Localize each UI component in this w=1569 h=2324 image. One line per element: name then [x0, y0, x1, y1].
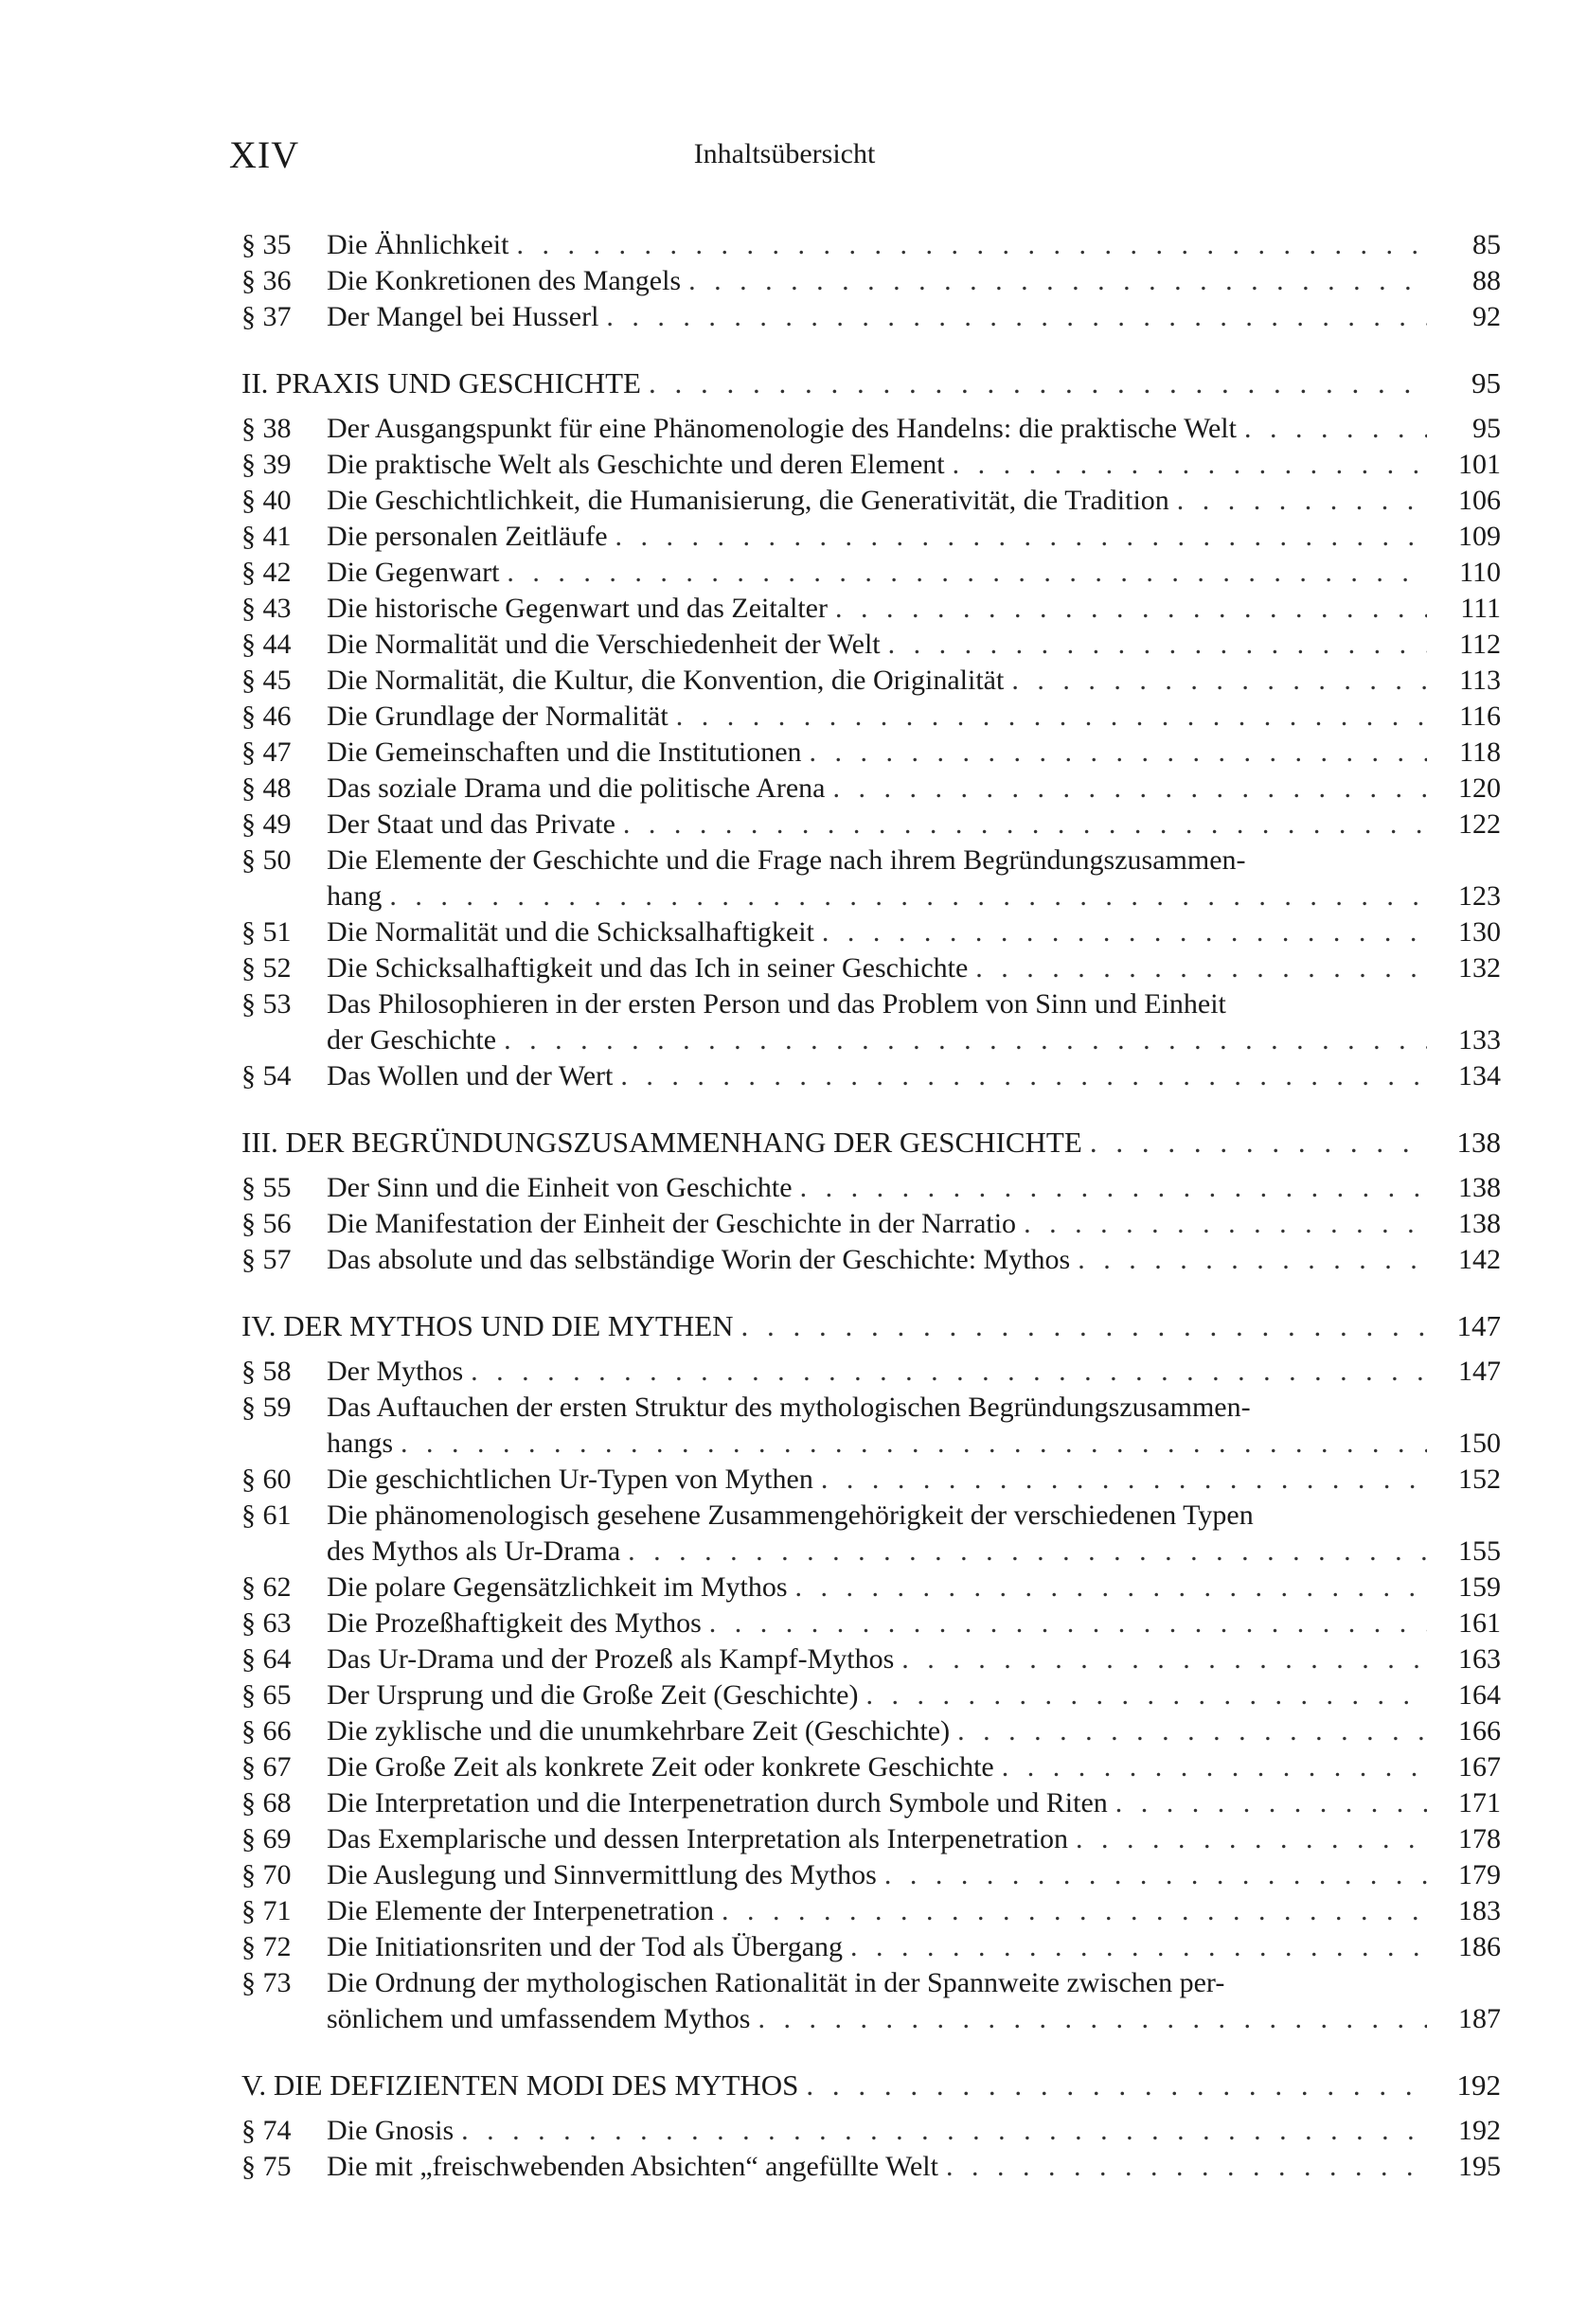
entry-title: Die Gemeinschaften und die Institutionen [327, 736, 802, 768]
toc-entry [241, 1354, 1501, 1390]
toc-entry [241, 1058, 1501, 1094]
section-number: § 43 [241, 593, 292, 624]
entry-title: Die Schicksalhaftigkeit und das Ich in seiner Geschichte [327, 952, 969, 984]
toc-entry [241, 1965, 1501, 2037]
toc-entry [241, 1749, 1501, 1785]
toc-entry [241, 411, 1501, 447]
entry-page-number: 109 [1458, 521, 1501, 552]
toc-entry [241, 1606, 1501, 1641]
entry-title: Das Wollen und der Wert [327, 1060, 614, 1091]
section-number: § 41 [241, 521, 292, 552]
running-head: Inhaltsübersicht [693, 138, 876, 169]
dot-leader [884, 1857, 1427, 1893]
dot-leader [800, 1170, 1427, 1206]
dot-leader [850, 1929, 1427, 1965]
entry-title: Das Exemplarische und dessen Interpretation als Interpenetration [327, 1823, 1069, 1854]
toc-entry [241, 627, 1501, 663]
dot-leader [606, 299, 1427, 335]
entry-page-number: 183 [1458, 1895, 1501, 1926]
entry-title: Die praktische Welt als Geschichte und deren Element [327, 449, 945, 480]
dot-leader [810, 735, 1427, 771]
entry-title: Die Große Zeit als konkrete Zeit oder konkrete Geschichte [327, 1751, 994, 1783]
dot-leader [471, 1354, 1427, 1390]
toc-entry [241, 1857, 1501, 1893]
entry-page-number: 186 [1458, 1931, 1501, 1962]
toc-entry [241, 1821, 1501, 1857]
entry-title: Der Ursprung und die Große Zeit (Geschichte) [327, 1679, 859, 1711]
entry-page-number: 178 [1458, 1823, 1501, 1854]
dot-leader [461, 2113, 1427, 2149]
entry-page-number: 122 [1458, 808, 1501, 840]
entry-page-number: 95 [1472, 413, 1501, 444]
entry-page-number: 138 [1458, 1172, 1501, 1203]
section-number: § 40 [241, 485, 292, 516]
entry-page-number: 134 [1458, 1060, 1501, 1091]
entry-title: Die Grundlage der Normalität [327, 701, 669, 732]
entry-title: Der Mangel bei Husserl [327, 301, 599, 332]
section-number: § 62 [241, 1571, 292, 1603]
section-number: § 63 [241, 1607, 292, 1639]
entry-page-number: 92 [1472, 301, 1501, 332]
dot-leader [1002, 1749, 1427, 1785]
section-number: § 69 [241, 1823, 292, 1854]
dot-leader [1024, 1206, 1427, 1242]
section-number: § 35 [241, 229, 292, 260]
entry-page-number: 113 [1459, 665, 1501, 696]
toc-entry [241, 807, 1501, 843]
entry-title: Die Ähnlichkeit [327, 229, 509, 260]
dot-leader [946, 2149, 1427, 2185]
section-number: § 54 [241, 1060, 292, 1091]
toc-entry [241, 2113, 1501, 2149]
entry-page-number: 120 [1458, 772, 1501, 804]
toc-entry [241, 1206, 1501, 1242]
dot-leader [975, 950, 1427, 986]
toc-entry [241, 1929, 1501, 1965]
toc-entry [241, 1170, 1501, 1206]
toc-entry [241, 1570, 1501, 1606]
chapter-title: V. DIE DEFIZIENTEN MODI DES MYTHOS [241, 2068, 799, 2102]
toc-entry [241, 1785, 1501, 1821]
entry-title: Die Normalität und die Verschiedenheit der Welt [327, 629, 881, 660]
entry-title: Der Mythos [327, 1356, 464, 1387]
section-number: § 60 [241, 1464, 292, 1495]
section-number: § 66 [241, 1715, 292, 1747]
dot-leader [741, 1308, 1427, 1344]
dot-leader [620, 1058, 1427, 1094]
chapter-title: IV. DER MYTHOS UND DIE MYTHEN [241, 1309, 734, 1342]
entry-title: des Mythos als Ur-Drama [327, 1535, 621, 1567]
toc-entry [241, 986, 1501, 1058]
entry-page-number: 133 [1458, 1024, 1501, 1056]
entry-title: sönlichem und umfassendem Mythos [327, 2003, 751, 2034]
entry-page-number: 163 [1458, 1643, 1501, 1675]
entry-page-number: 123 [1458, 880, 1501, 912]
section-number: § 61 [241, 1499, 292, 1531]
entry-page-number: 142 [1458, 1244, 1501, 1275]
toc-entry [241, 1242, 1501, 1278]
toc-entry [241, 1893, 1501, 1929]
section-number: § 53 [241, 988, 292, 1020]
entry-page-number: 110 [1459, 557, 1501, 588]
dot-leader [833, 771, 1428, 807]
entry-title: Die polare Gegensätzlichkeit im Mythos [327, 1571, 788, 1603]
toc-entry [241, 555, 1501, 591]
table-of-contents [241, 227, 1501, 2185]
entry-page-number: 111 [1460, 593, 1501, 624]
dot-leader [1177, 483, 1427, 519]
dot-leader [821, 1462, 1427, 1498]
section-number: § 42 [241, 557, 292, 588]
toc-entry [241, 950, 1501, 986]
entry-page-number: 130 [1458, 916, 1501, 948]
section-number: § 74 [241, 2115, 292, 2146]
section-number: § 44 [241, 629, 292, 660]
toc-entry [241, 591, 1501, 627]
entry-title: Der Ausgangspunkt für eine Phänomenologie des Handelns: die praktische Welt [327, 413, 1237, 444]
entry-page-number: 152 [1458, 1464, 1501, 1495]
entry-title: Der Sinn und die Einheit von Geschichte [327, 1172, 793, 1203]
entry-title-line: Die Ordnung der mythologischen Rationalität in der Spannweite zwischen per- [327, 1967, 1225, 1998]
section-number: § 46 [241, 701, 292, 732]
dot-leader [688, 263, 1427, 299]
entry-title: der Geschichte [327, 1024, 497, 1056]
entry-title: Der Staat und das Private [327, 808, 615, 840]
section-number: § 37 [241, 301, 292, 332]
section-number: § 47 [241, 736, 292, 768]
section-number: § 36 [241, 265, 292, 296]
entry-page-number: 112 [1459, 629, 1501, 660]
entry-page-number: 192 [1458, 2115, 1501, 2146]
chapter-page-number: 138 [1456, 1126, 1501, 1159]
chapter-page-number: 95 [1471, 366, 1501, 399]
dot-leader [865, 1677, 1427, 1713]
section-number: § 48 [241, 772, 292, 804]
entry-title: Die geschichtlichen Ur-Typen von Mythen [327, 1464, 813, 1495]
entry-page-number: 147 [1458, 1356, 1501, 1387]
chapter-heading [241, 2067, 1501, 2103]
toc-entry [241, 663, 1501, 699]
dot-leader [1244, 411, 1427, 447]
entry-title: Das absolute und das selbständige Worin der Geschichte: Mythos [327, 1244, 1071, 1275]
chapter-page-number: 192 [1456, 2068, 1501, 2102]
entry-page-number: 138 [1458, 1208, 1501, 1239]
entry-page-number: 161 [1458, 1607, 1501, 1639]
entry-title: hang [327, 880, 383, 912]
toc-entry [241, 771, 1501, 807]
entry-page-number: 179 [1458, 1859, 1501, 1890]
dot-leader [389, 878, 1427, 914]
toc-entry [241, 1462, 1501, 1498]
dot-leader [649, 365, 1427, 401]
entry-page-number: 106 [1458, 485, 1501, 516]
entry-page-number: 167 [1458, 1751, 1501, 1783]
section-number: § 55 [241, 1172, 292, 1203]
toc-entry [241, 1713, 1501, 1749]
chapter-heading [241, 1125, 1501, 1161]
dot-leader [888, 627, 1427, 663]
page-folio: XIV [229, 133, 300, 176]
dot-leader [722, 1893, 1427, 1929]
entry-title: Die Normalität und die Schicksalhaftigkeit [327, 916, 814, 948]
dot-leader [1011, 663, 1427, 699]
entry-title: Das Ur-Drama und der Prozeß als Kampf-Mythos [327, 1643, 895, 1675]
section-number: § 70 [241, 1859, 292, 1890]
entry-title: Die Konkretionen des Mangels [327, 265, 682, 296]
entry-title-line: Die Elemente der Geschichte und die Frage nach ihrem Begründungszusammen- [327, 844, 1246, 876]
chapter-title: III. DER BEGRÜNDUNGSZUSAMMENHANG DER GESCHICHTE [241, 1126, 1082, 1159]
dot-leader [795, 1570, 1427, 1606]
entry-page-number: 155 [1458, 1535, 1501, 1567]
section-number: § 68 [241, 1787, 292, 1818]
chapter-title: II. PRAXIS UND GESCHICHTE [241, 366, 641, 399]
entry-title: Die Initiationsriten und der Tod als Übergang [327, 1931, 844, 1962]
entry-title: Die Interpretation und die Interpenetration durch Symbole und Riten [327, 1787, 1108, 1818]
entry-page-number: 187 [1458, 2003, 1501, 2034]
entry-page-number: 171 [1458, 1787, 1501, 1818]
entry-page-number: 164 [1458, 1679, 1501, 1711]
dot-leader [835, 591, 1427, 627]
toc-entry [241, 1498, 1501, 1570]
entry-title-line: Das Philosophieren in der ersten Person und das Problem von Sinn und Einheit [327, 988, 1226, 1020]
dot-leader [1090, 1125, 1427, 1161]
entry-title: Die Geschichtlichkeit, die Humanisierung, die Generativität, die Tradition [327, 485, 1169, 516]
dot-leader [516, 227, 1427, 263]
section-number: § 52 [241, 952, 292, 984]
section-number: § 49 [241, 808, 292, 840]
toc-entry [241, 2149, 1501, 2185]
entry-title: Die Elemente der Interpenetration [327, 1895, 714, 1926]
dot-leader [507, 555, 1427, 591]
dot-leader [401, 1426, 1427, 1462]
dot-leader [504, 1022, 1427, 1058]
entry-title-line: Das Auftauchen der ersten Struktur des mythologischen Begründungszusammen- [327, 1392, 1251, 1423]
entry-page-number: 159 [1458, 1571, 1501, 1603]
dot-leader [615, 519, 1427, 555]
section-number: § 72 [241, 1931, 292, 1962]
dot-leader [628, 1534, 1427, 1570]
toc-entry [241, 519, 1501, 555]
toc-entry [241, 1677, 1501, 1713]
dot-leader [709, 1606, 1427, 1641]
chapter-heading [241, 1308, 1501, 1344]
dot-leader [623, 807, 1427, 843]
entry-title-line: Die phänomenologisch gesehene Zusammengehörigkeit der verschiedenen Typen [327, 1499, 1254, 1531]
dot-leader [1115, 1785, 1427, 1821]
entry-title: Die personalen Zeitläufe [327, 521, 608, 552]
entry-title: Die Auslegung und Sinnvermittlung des Mythos [327, 1859, 877, 1890]
entry-page-number: 116 [1459, 701, 1501, 732]
dot-leader [1076, 1821, 1427, 1857]
toc-entry [241, 843, 1501, 914]
dot-leader [806, 2067, 1427, 2103]
entry-title: Die Gegenwart [327, 557, 500, 588]
entry-page-number: 85 [1472, 229, 1501, 260]
dot-leader [676, 699, 1427, 735]
section-number: § 45 [241, 665, 292, 696]
toc-entry [241, 1390, 1501, 1462]
entry-page-number: 195 [1458, 2151, 1501, 2182]
entry-page-number: 88 [1472, 265, 1501, 296]
entry-title: Die Normalität, die Kultur, die Konvention, die Originalität [327, 665, 1005, 696]
toc-entry [241, 735, 1501, 771]
section-number: § 57 [241, 1244, 292, 1275]
dot-leader [957, 1713, 1427, 1749]
entry-page-number: 166 [1458, 1715, 1501, 1747]
section-number: § 39 [241, 449, 292, 480]
section-number: § 51 [241, 916, 292, 948]
entry-title: Die historische Gegenwart und das Zeitalter [327, 593, 828, 624]
dot-leader [822, 914, 1427, 950]
entry-page-number: 132 [1458, 952, 1501, 984]
section-number: § 65 [241, 1679, 292, 1711]
section-number: § 71 [241, 1895, 292, 1926]
entry-title: Die zyklische und die unumkehrbare Zeit (Geschichte) [327, 1715, 951, 1747]
chapter-page-number: 147 [1456, 1309, 1501, 1342]
chapter-heading [241, 365, 1501, 401]
entry-title: Die mit „freischwebenden Absichten“ angefüllte Welt [327, 2151, 938, 2182]
entry-page-number: 101 [1458, 449, 1501, 480]
entry-title: Das soziale Drama und die politische Arena [327, 772, 826, 804]
section-number: § 67 [241, 1751, 292, 1783]
entry-title: hangs [327, 1428, 393, 1459]
toc-entry [241, 447, 1501, 483]
dot-leader [901, 1641, 1427, 1677]
section-number: § 75 [241, 2151, 292, 2182]
dot-leader [758, 2001, 1427, 2037]
section-number: § 73 [241, 1967, 292, 1998]
section-number: § 64 [241, 1643, 292, 1675]
dot-leader [1078, 1242, 1427, 1278]
dot-leader [953, 447, 1427, 483]
toc-entry [241, 299, 1501, 335]
section-number: § 59 [241, 1392, 292, 1423]
toc-entry [241, 263, 1501, 299]
entry-title: Die Prozeßhaftigkeit des Mythos [327, 1607, 702, 1639]
toc-entry [241, 1641, 1501, 1677]
entry-page-number: 118 [1459, 736, 1501, 768]
entry-title: Die Manifestation der Einheit der Geschichte in der Narratio [327, 1208, 1017, 1239]
toc-entry [241, 483, 1501, 519]
toc-entry [241, 699, 1501, 735]
section-number: § 38 [241, 413, 292, 444]
section-number: § 56 [241, 1208, 292, 1239]
toc-entry [241, 227, 1501, 263]
entry-page-number: 150 [1458, 1428, 1501, 1459]
entry-title: Die Gnosis [327, 2115, 455, 2146]
toc-entry [241, 914, 1501, 950]
section-number: § 58 [241, 1356, 292, 1387]
section-number: § 50 [241, 844, 292, 876]
